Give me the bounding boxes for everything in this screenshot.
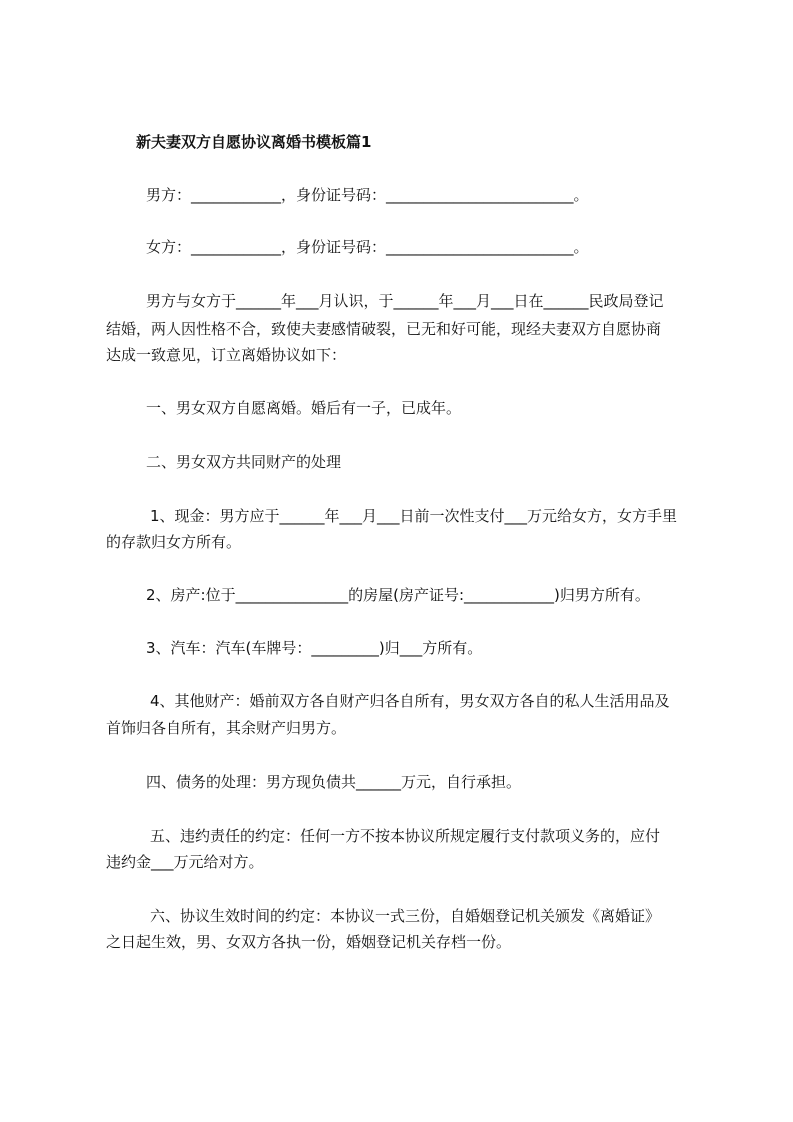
other-property-line-2: 首饰归各自所有，其余财产归男方。: [106, 719, 347, 737]
intro-line-3: 达成一致意见，订立离婚协议如下：: [106, 346, 347, 364]
house-clause: 2、房产:位于_______________的房屋(房产证号:____________)归男方所有。: [146, 586, 650, 604]
other-property-line-1: 4、其他财产：婚前双方各自财产归各自所有，男女双方各自的私人生活用品及: [150, 692, 670, 710]
intro-line-2: 结婚，两人因性格不合，致使夫妻感情破裂，已无和好可能，现经夫妻双方自愿协商: [106, 320, 662, 338]
clause-2-heading: 二、男女双方共同财产的处理: [146, 453, 342, 471]
clause-5-line-1: 五、违约责任的约定：任何一方不按本协议所规定履行支付款项义务的，应付: [150, 827, 661, 845]
cash-clause-line-2: 的存款归女方所有。: [106, 533, 242, 551]
clause-5-line-2: 违约金___万元给对方。: [106, 853, 264, 871]
clause-6-line-2: 之日起生效，男、女双方各执一份，婚姻登记机关存档一份。: [106, 933, 512, 951]
intro-line-1: 男方与女方于______年___月认识，于______年___月___日在______民政局登记: [146, 292, 664, 310]
document-title: 新夫妻双方自愿协议离婚书模板篇1: [136, 133, 372, 151]
cash-clause-line-1: 1、现金：男方应于______年___月___日前一次性支付___万元给女方，女方手里: [150, 507, 678, 525]
clause-4-debt: 四、债务的处理：男方现负债共______万元，自行承担。: [146, 773, 522, 791]
female-party-line: 女方：____________，身份证号码：_________________________。: [146, 238, 589, 256]
clause-6-line-1: 六、协议生效时间的约定：本协议一式三份，自婚姻登记机关颁发《离婚证》: [150, 907, 661, 925]
car-clause: 3、汽车：汽车(车牌号：_________)归___方所有。: [146, 639, 483, 657]
male-party-line: 男方：____________，身份证号码：_________________________。: [146, 186, 589, 204]
clause-1: 一、男女双方自愿离婚。婚后有一子，已成年。: [146, 399, 462, 417]
